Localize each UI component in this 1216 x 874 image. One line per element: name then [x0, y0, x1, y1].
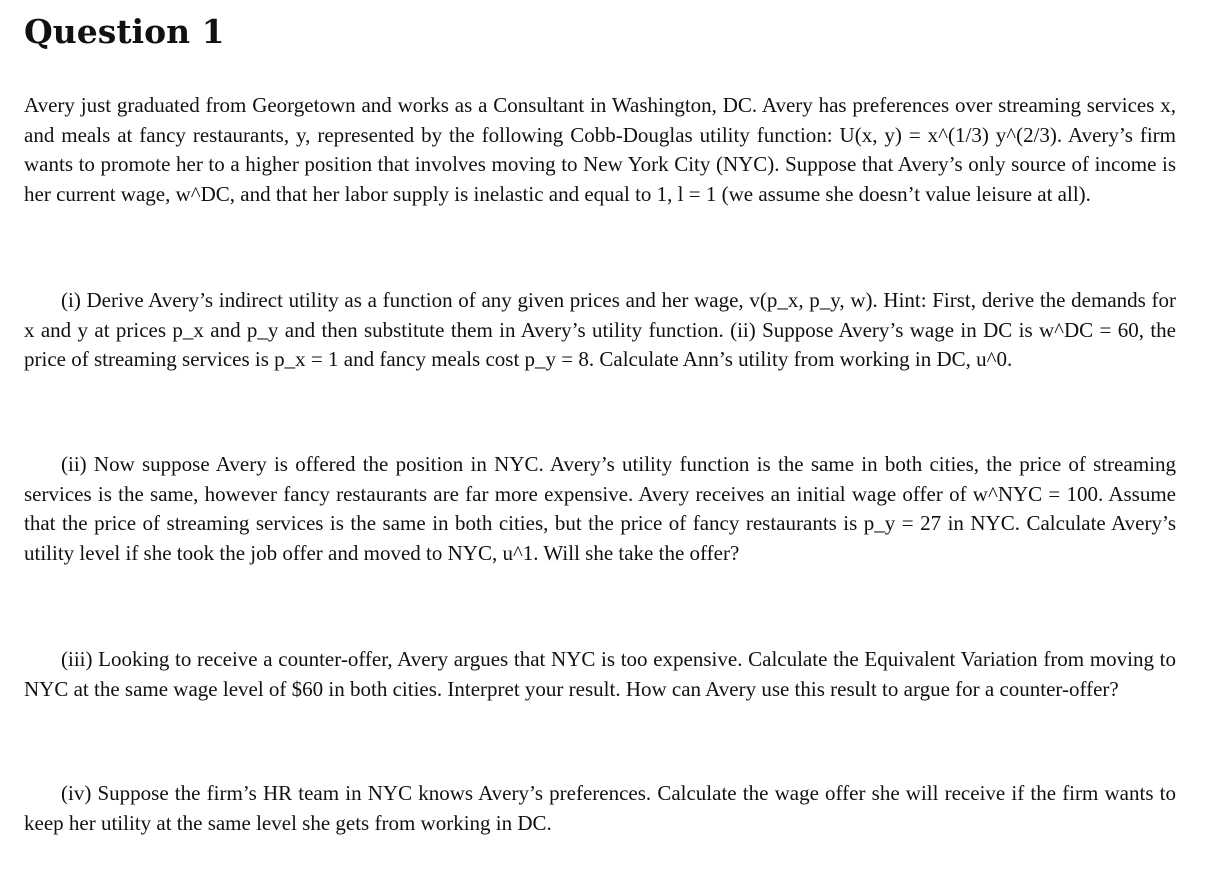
paragraph-part-iv: (iv) Suppose the firm’s HR team in NYC knows Avery’s preferences. Calculate the wage offer she will receive if the firm wants to keep her utility at the same level she gets from working in DC. — [24, 781, 1176, 835]
question-title: Question 1 — [24, 12, 225, 51]
paragraph-part-iii: (iii) Looking to receive a counter-offer, Avery argues that NYC is too expensive. Calculate the Equivalent Variation from moving to NYC at the same wage level of $60 in both cities. Interpret your result. How can Avery use this result to argue for a counter-offer? — [24, 647, 1176, 701]
paragraph-part-i: (i) Derive Avery’s indirect utility as a function of any given prices and her wage, v(p_x, p_y, w). Hint: First, derive the demands for x and y at prices p_x and p_y and then substitute them in Avery’s utility function. (ii) Suppose Avery’s wage in DC is w^DC = 60, the price of streaming services is p_x = 1 and fancy meals cost p_y = 8. Calculate Ann’s utility from working in DC, u^0. — [24, 288, 1176, 371]
paragraph-part-ii: (ii) Now suppose Avery is offered the position in NYC. Avery’s utility function is the same in both cities, the price of streaming services is the same, however fancy restaurants are far more expensive. Avery receives an initial wage offer of w^NYC = 100. Assume that the price of streaming services is the same in both cities, but the price of fancy restaurants is p_y = 27 in NYC. Calculate Avery’s utility level if she took the job offer and moved to NYC, u^1. Will she take the offer? — [24, 452, 1176, 565]
paragraph-intro: Avery just graduated from Georgetown and works as a Consultant in Washington, DC. Avery has preferences over streaming services x, and meals at fancy restaurants, y, represented by the following Cobb-Douglas utility function: U(x, y) = x^(1/3) y^(2/3). Avery’s firm wants to promote her to a higher position that involves moving to New York City (NYC). Suppose that Avery’s only source of income is her current wage, w^DC, and that her labor supply is inelastic and equal to 1, l = 1 (we assume she doesn’t value leisure at all). — [24, 93, 1176, 206]
